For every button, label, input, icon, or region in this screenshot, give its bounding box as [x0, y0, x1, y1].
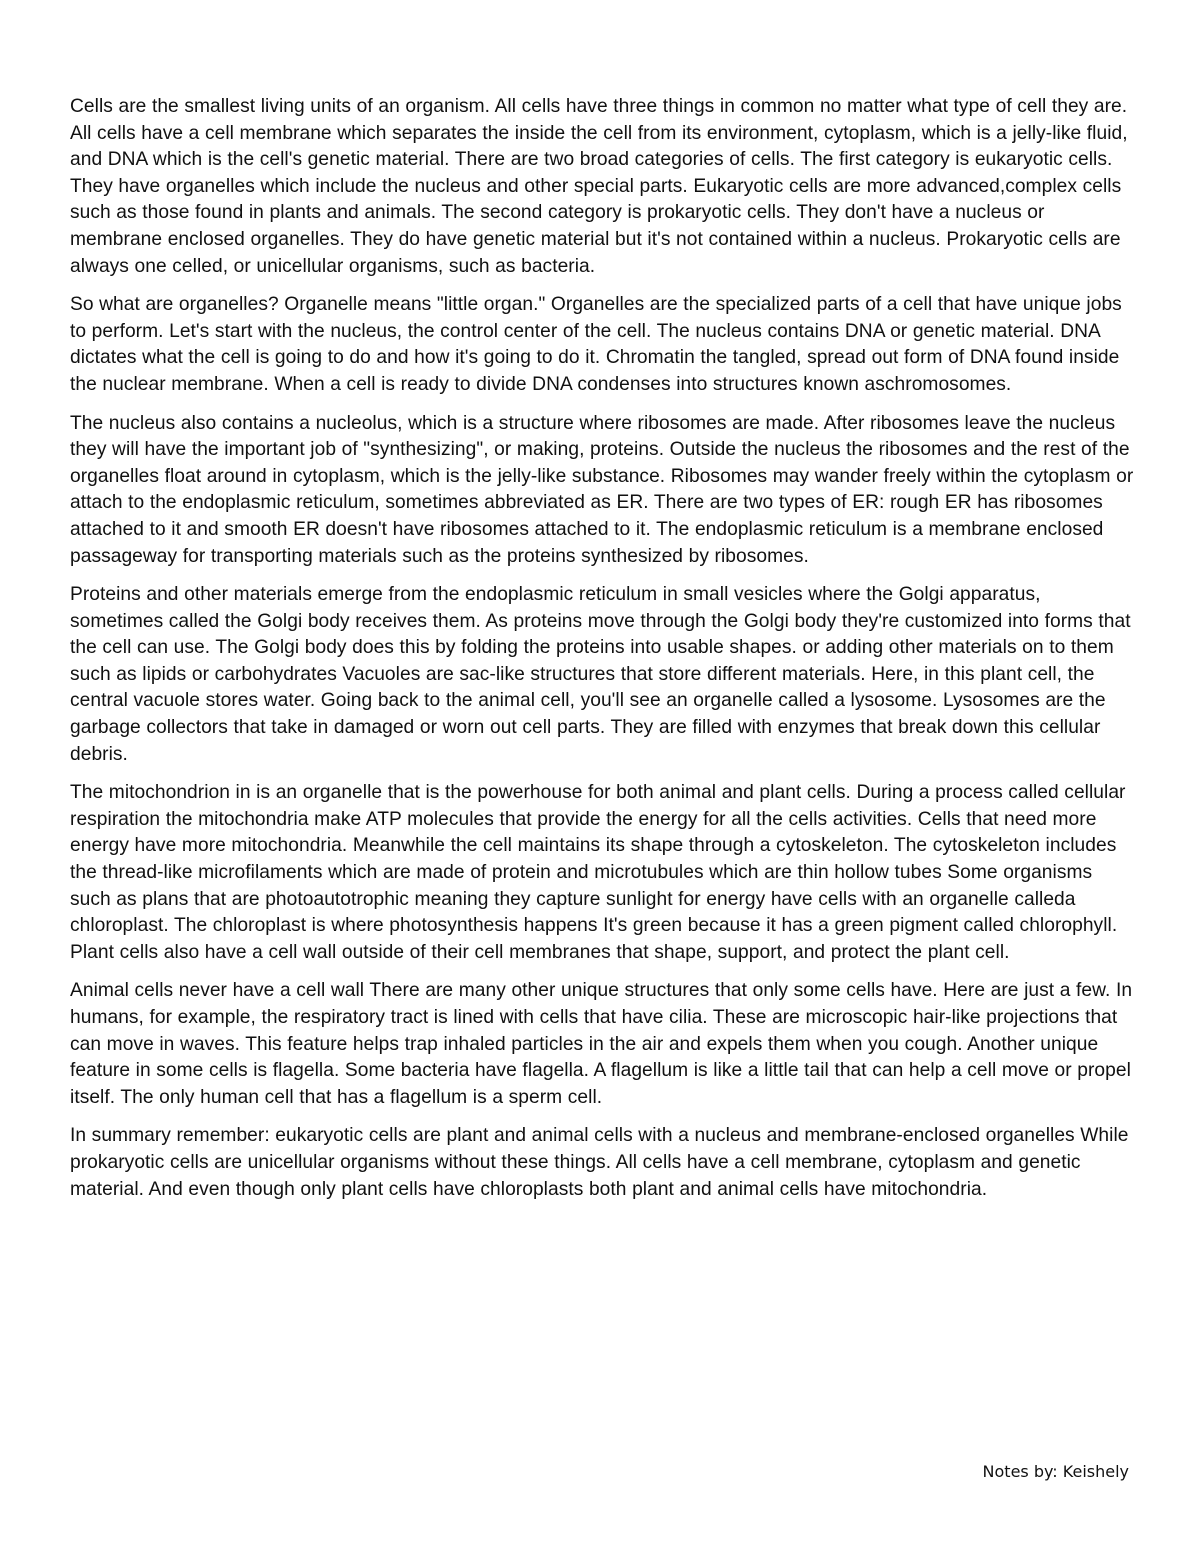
document-body	[70, 94, 1136, 1215]
paragraph-golgi-lysosomes: Proteins and other materials emerge from the endoplasmic reticulum in small vesicles where the Golgi apparatus, sometimes called the Golgi body receives them. As proteins move through the Golgi body they're customized into forms that the cell can use. The Golgi body does this by folding the proteins into usable shapes. or adding other materials on to them such as lipids or carbohydrates Vacuoles are sac-like structures that store different materials. Here, in this plant cell, the central vacuole stores water. Going back to the animal cell, you'll see an organelle called a lysosome. Lysosomes are the garbage collectors that take in damaged or worn out cell parts. They are filled with enzymes that break down this cellular debris.	[70, 584, 1131, 765]
author-credit: Notes by: Keishely	[982, 1462, 1129, 1481]
paragraph-summary: In summary remember: eukaryotic cells are plant and animal cells with a nucleus and membrane-enclosed organelles While prokaryotic cells are unicellular organisms without these things. All cells have a cell membrane, cytoplasm and genetic material. And even though only plant cells have chloroplasts both plant and animal cells have mitochondria.	[70, 1125, 1129, 1200]
paragraph-mitochondria-chloroplast: The mitochondrion in is an organelle that is the powerhouse for both animal and plant cells. During a process called cellular respiration the mitochondria make ATP molecules that provide the energy for all the cells activities. Cells that need more energy have more mitochondria. Meanwhile the cell maintains its shape through a cytoskeleton. The cytoskeleton includes the thread-like microfilaments which are made of protein and microtubules which are thin hollow tubes Some organisms such as plans that are photoautotrophic meaning they capture sunlight for energy have cells with an organelle calleda chloroplast. The chloroplast is where photosynthesis happens It's green because it has a green pigment called chlorophyll. Plant cells also have a cell wall outside of their cell membranes that shape, support, and protect the plant cell.	[70, 782, 1126, 963]
paragraph-intro-cells: Cells are the smallest living units of an organism. All cells have three things in common no matter what type of cell they are. All cells have a cell membrane which separates the inside the cell from its environment, cytoplasm, which is a jelly-like fluid, and DNA which is the cell's genetic material. There are two broad categories of cells. The first category is eukaryotic cells. They have organelles which include the nucleus and other special parts. Eukaryotic cells are more advanced,complex cells such as those found in plants and animals. The second category is prokaryotic cells. They don't have a nucleus or membrane enclosed organelles. They do have genetic material but it's not contained within a nucleus. Prokaryotic cells are always one celled, or unicellular organisms, such as bacteria.	[70, 96, 1128, 277]
paragraph-cilia-flagella: Animal cells never have a cell wall There are many other unique structures that only some cells have. Here are just a few. In humans, for example, the respiratory tract is lined with cells that have cilia. These are microscopic hair-like projections that can move in waves. This feature helps trap inhaled particles in the air and expels them when you cough. Another unique feature in some cells is flagella. Some bacteria have flagella. A flagellum is like a little tail that can help a cell move or propel itself. The only human cell that has a flagellum is a sperm cell.	[70, 980, 1133, 1108]
paragraph-nucleolus-ribosomes: The nucleus also contains a nucleolus, which is a structure where ribosomes are made. After ribosomes leave the nucleus they will have the important job of "synthesizing", or making, proteins. Outside the nucleus the ribosomes and the rest of the organelles float around in cytoplasm, which is the jelly-like substance. Ribosomes may wander freely within the cytoplasm or attach to the endoplasmic reticulum, sometimes abbreviated as ER. There are two types of ER: rough ER has ribosomes attached to it and smooth ER doesn't have ribosomes attached to it. The endoplasmic reticulum is a membrane enclosed passageway for transporting materials such as the proteins synthesized by ribosomes.	[70, 412, 1134, 567]
paragraph-organelles-nucleus: So what are organelles? Organelle means "little organ." Organelles are the specialized parts of a cell that have unique jobs to perform. Let's start with the nucleus, the control center of the cell. The nucleus contains DNA or genetic material. DNA dictates what the cell is going to do and how it's going to do it. Chromatin the tangled, spread out form of DNA found inside the nuclear membrane. When a cell is ready to divide DNA condenses into structures known aschromosomes.	[70, 294, 1122, 395]
